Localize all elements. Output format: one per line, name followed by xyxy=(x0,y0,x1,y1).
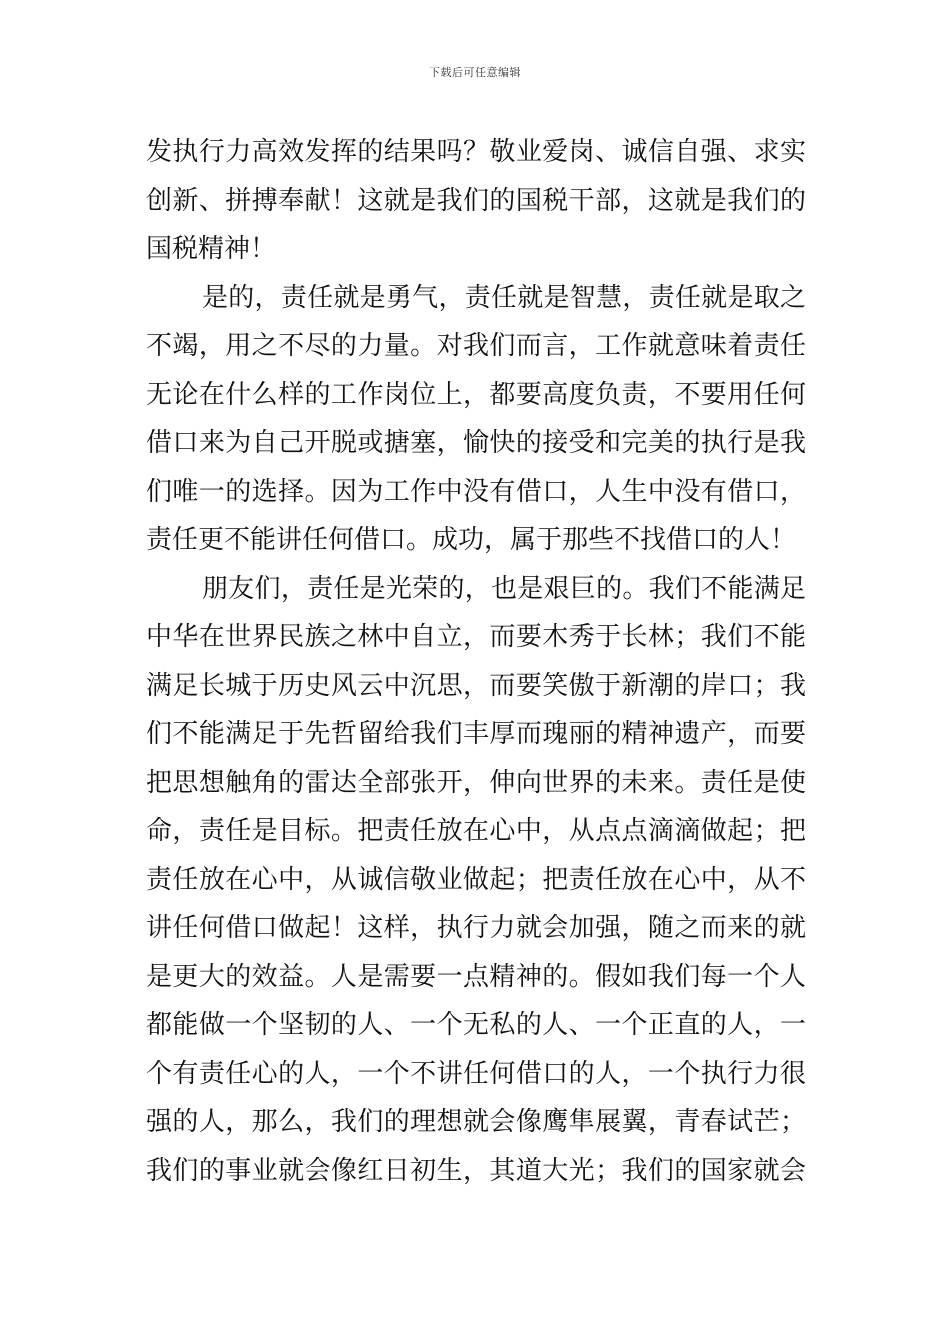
text-line: 中华在世界民族之林中自立，而要木秀于长林；我们不能 xyxy=(146,622,806,652)
page-header: 下载后可任意编辑 xyxy=(429,66,521,79)
text-line: 创新、拼搏奉献！这就是我们的国税干部，这就是我们的 xyxy=(146,185,806,216)
paragraph-first-line: 朋友们，责任是光荣的，也是艰巨的。我们不能满足 xyxy=(202,573,806,604)
text-line: 不竭，用之不尽的力量。对我们而言，工作就意味着责任 xyxy=(146,331,806,361)
text-line: 借口来为自己开脱或搪塞，愉快的接受和完美的执行是我 xyxy=(146,428,806,458)
paragraph-first-line: 是的，责任就是勇气，责任就是智慧，责任就是取之 xyxy=(202,282,806,313)
text-line: 们唯一的选择。因为工作中没有借口，人生中没有借口， xyxy=(146,476,806,507)
text-line: 把思想触角的雷达全部张开，伸向世界的未来。责任是使 xyxy=(146,767,806,798)
text-line: 讲任何借口做起！这样，执行力就会加强，随之而来的就 xyxy=(146,913,806,943)
text-line: 国税精神！ xyxy=(146,234,277,264)
text-line: 强的人，那么，我们的理想就会像鹰隼展翼，青春试芒； xyxy=(146,1107,806,1137)
document-body xyxy=(146,128,806,1195)
text-line: 们不能满足于先哲留给我们丰厚而瑰丽的精神遗产，而要 xyxy=(146,719,806,749)
text-line: 命，责任是目标。把责任放在心中，从点点滴滴做起；把 xyxy=(146,816,806,846)
text-line: 无论在什么样的工作岗位上，都要高度负责，不要用任何 xyxy=(146,379,806,410)
text-line: 发执行力高效发挥的结果吗？敬业爱岗、诚信自强、求实 xyxy=(146,137,806,167)
text-line: 满足长城于历史风云中沉思，而要笑傲于新潮的岸口；我 xyxy=(146,670,806,701)
text-line: 我们的事业就会像红日初生，其道大光；我们的国家就会 xyxy=(146,1155,806,1186)
text-line: 是更大的效益。人是需要一点精神的。假如我们每一个人 xyxy=(146,961,806,992)
text-line: 责任更不能讲任何借口。成功，属于那些不找借口的人！ xyxy=(146,525,797,555)
text-line: 都能做一个坚韧的人、一个无私的人、一个正直的人，一 xyxy=(146,1010,806,1040)
text-line: 责任放在心中，从诚信敬业做起；把责任放在心中，从不 xyxy=(146,864,806,895)
text-line: 个有责任心的人，一个不讲任何借口的人，一个执行力很 xyxy=(146,1058,806,1089)
